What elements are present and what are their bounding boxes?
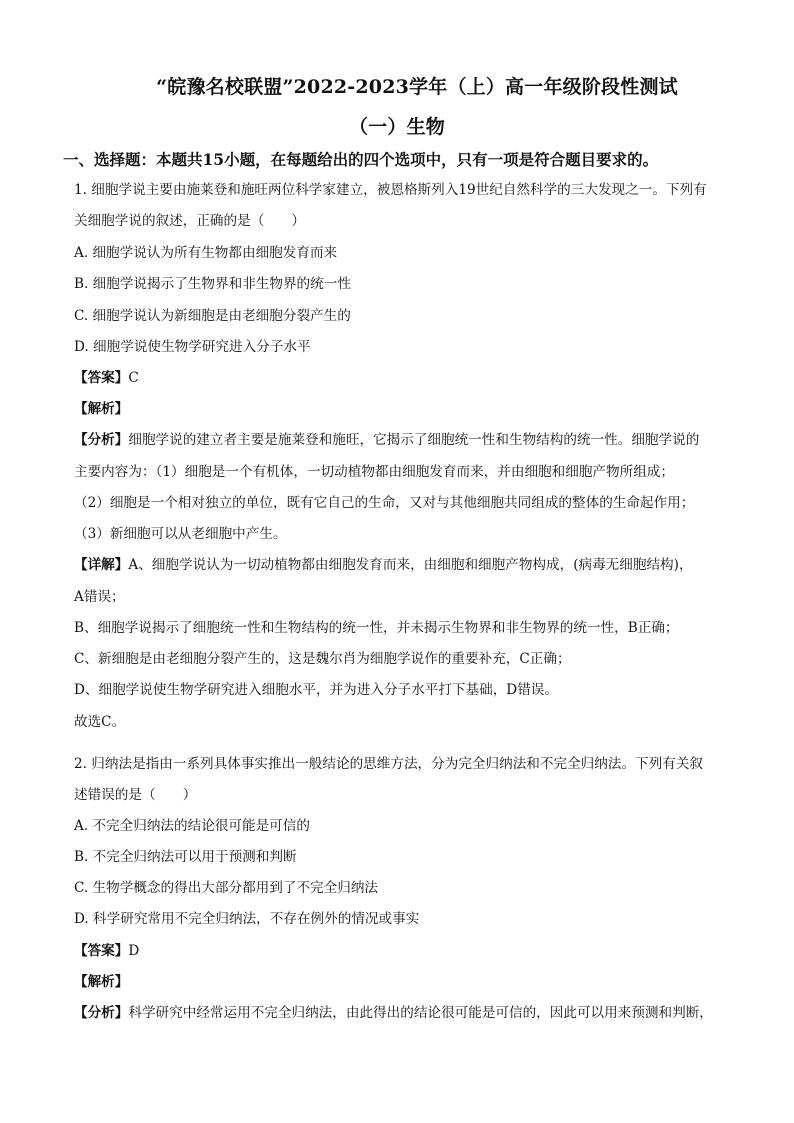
q2-fenxi-line1 xyxy=(74,1004,713,1022)
q2-answer xyxy=(74,942,139,960)
q1-option-c: C. 细胞学说认为新细胞是由老细胞分裂产生的 xyxy=(74,308,351,324)
q1-xiangjie-line2: A错误； xyxy=(74,589,125,605)
q1-option-a: A. 细胞学说认为所有生物都由细胞发育而来 xyxy=(74,245,338,261)
fenxi-tag: 【分析】 xyxy=(74,432,129,448)
q2-option-d: D. 科学研究常用不完全归纳法，不存在例外的情况或事实 xyxy=(74,911,420,927)
document-title: “皖豫名校联盟”2022-2023学年（上）高一年级阶段性测试 xyxy=(156,76,678,98)
q1-xiangjie-line3: B、细胞学说揭示了细胞统一性和生物结构的统一性，并未揭示生物界和非生物界的统一性，B正确； xyxy=(74,620,679,636)
q2-stem-line1: 2. 归纳法是指由一系列具体事实推出一般结论的思维方法，分为完全归纳法和不完全归纳法。下列有关叙 xyxy=(74,756,704,772)
answer-value: C xyxy=(128,370,139,386)
document-subtitle: （一）生物 xyxy=(348,116,445,138)
q1-conclusion: 故选C。 xyxy=(74,714,126,730)
q1-answer xyxy=(74,369,139,387)
answer-tag: 【答案】 xyxy=(74,370,129,386)
q1-xiangjie-line1 xyxy=(74,556,693,574)
xiangjie-tag: 【详解】 xyxy=(74,557,129,573)
q2-stem-line2: 述错误的是（ ） xyxy=(74,787,197,803)
q2-option-c: C. 生物学概念的得出大部分都用到了不完全归纳法 xyxy=(74,880,379,896)
q1-fenxi-line2: 主要内容为：（1）细胞是一个有机体，一切动植物都由细胞发育而来，并由细胞和细胞产物所组成； xyxy=(74,464,674,480)
q1-analysis-tag: 【解析】 xyxy=(74,401,129,417)
answer-tag: 【答案】 xyxy=(74,943,129,959)
q1-fenxi-line1 xyxy=(74,431,699,449)
q2-option-b: B. 不完全归纳法可以用于预测和判断 xyxy=(74,849,297,865)
q2-option-a: A. 不完全归纳法的结论很可能是可信的 xyxy=(74,818,310,834)
section-heading: 一、选择题：本题共15小题，在每题给出的四个选项中，只有一项是符合题目要求的。 xyxy=(63,150,659,169)
q1-xiangjie-line4: C、新细胞是由老细胞分裂产生的，这是魏尔肖为细胞学说作的重要补充，C正确； xyxy=(74,651,571,667)
q2-analysis-tag: 【解析】 xyxy=(74,974,129,990)
q1-option-b: B. 细胞学说揭示了生物界和非生物界的统一性 xyxy=(74,276,351,292)
q1-option-d: D. 细胞学说使生物学研究进入分子水平 xyxy=(74,339,311,355)
q1-fenxi-line3: （2）细胞是一个相对独立的单位，既有它自己的生命，又对与其他细胞共同组成的整体的生命起作用； xyxy=(74,495,695,511)
q1-stem-line1: 1. 细胞学说主要由施莱登和施旺两位科学家建立，被恩格斯列入19世纪自然科学的三大发现之一。下列有 xyxy=(74,182,707,198)
answer-value: D xyxy=(128,943,140,959)
fenxi-tag: 【分析】 xyxy=(74,1005,129,1021)
fenxi-text: 科学研究中经常运用不完全归纳法，由此得出的结论很可能是可信的，因此可以用来预测和判断， xyxy=(128,1005,713,1021)
xiangjie-text: A、细胞学说认为一切动植物都由细胞发育而来，由细胞和细胞产物构成，(病毒无细胞结构)， xyxy=(128,557,693,573)
q1-stem-line2: 关细胞学说的叙述，正确的是（ ） xyxy=(74,213,306,229)
fenxi-text: 细胞学说的建立者主要是施莱登和施旺，它揭示了细胞统一性和生物结构的统一性。细胞学说的 xyxy=(128,432,700,448)
q1-fenxi-line4: （3）新细胞可以从老细胞中产生。 xyxy=(74,526,287,542)
q1-xiangjie-line5: D、细胞学说使生物学研究进入细胞水平，并为进入分子水平打下基础，D错误。 xyxy=(74,682,558,698)
